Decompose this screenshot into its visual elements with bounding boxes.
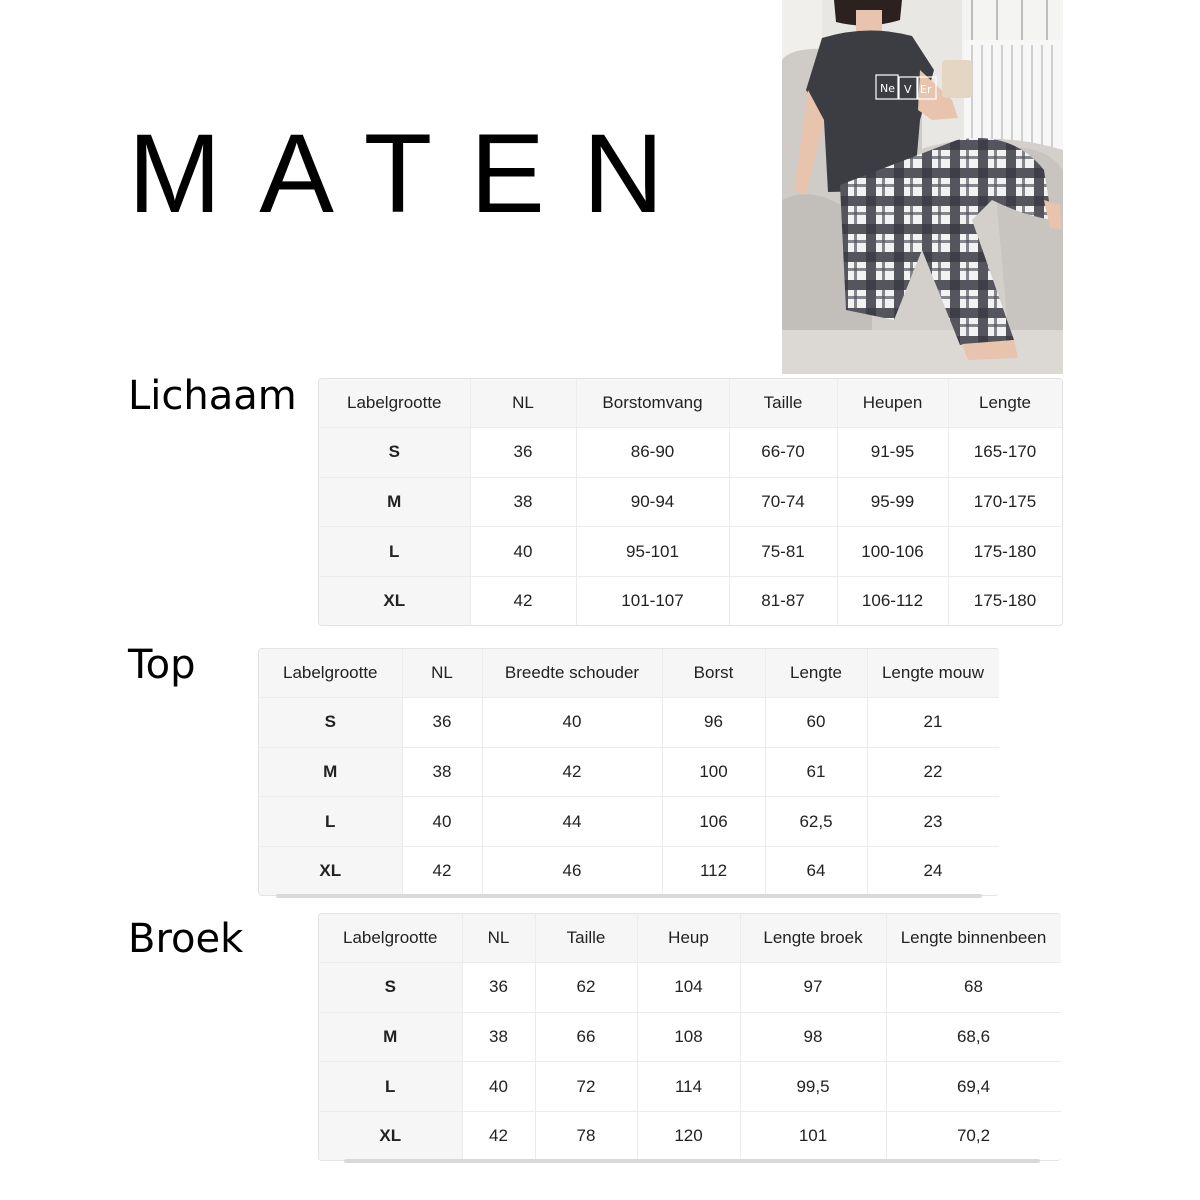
header-cell: Lengte: [765, 649, 867, 697]
header-cell: Heup: [637, 914, 740, 962]
table-row: [319, 1062, 1061, 1112]
table-row: [319, 577, 1062, 626]
header-cell: Lengte broek: [740, 914, 886, 962]
table-cell: 22: [867, 747, 999, 797]
size-cell: L: [319, 527, 470, 577]
table-cell: 100-106: [837, 527, 948, 577]
table-cell: 120: [637, 1112, 740, 1161]
table-row: [259, 697, 999, 747]
header-cell: Lengte mouw: [867, 649, 999, 697]
table-cell: 106-112: [837, 577, 948, 626]
table-row: [259, 797, 999, 847]
table-cell: 112: [662, 847, 765, 896]
size-cell: M: [259, 747, 402, 797]
body-size-table: [318, 378, 1063, 626]
header-cell: Borstomvang: [576, 379, 729, 427]
table-cell: 114: [637, 1062, 740, 1112]
table-cell: 66-70: [729, 427, 837, 477]
table-cell: 24: [867, 847, 999, 896]
header-cell: NL: [470, 379, 576, 427]
table-cell: 101: [740, 1112, 886, 1161]
table-cell: 91-95: [837, 427, 948, 477]
print-v: V: [904, 83, 912, 96]
header-cell: Labelgrootte: [319, 914, 462, 962]
header-cell: Labelgrootte: [259, 649, 402, 697]
table-cell: 62,5: [765, 797, 867, 847]
header-cell: NL: [402, 649, 482, 697]
table-cell: 42: [482, 747, 662, 797]
table-cell: 108: [637, 1012, 740, 1062]
table-cell: 44: [482, 797, 662, 847]
table-cell: 101-107: [576, 577, 729, 626]
table-header-row: [319, 379, 1062, 427]
table-cell: 98: [740, 1012, 886, 1062]
page-title: MATEN: [128, 111, 702, 236]
table-cell: 40: [462, 1062, 535, 1112]
section-label-top: Top: [128, 642, 196, 688]
table-cell: 175-180: [948, 577, 1062, 626]
table-cell: 96: [662, 697, 765, 747]
table-cell: 81-87: [729, 577, 837, 626]
table-cell: 42: [462, 1112, 535, 1161]
header-cell: NL: [462, 914, 535, 962]
product-photo: [782, 0, 1063, 374]
size-cell: M: [319, 477, 470, 527]
top-size-table: [258, 648, 999, 896]
section-label-body: Lichaam: [128, 373, 297, 419]
section-label-pants: Broek: [128, 916, 244, 962]
table-cell: 62: [535, 962, 637, 1012]
table-cell: 40: [470, 527, 576, 577]
table-cell: 38: [402, 747, 482, 797]
table-cell: 175-180: [948, 527, 1062, 577]
header-cell: Labelgrootte: [319, 379, 470, 427]
table-cell: 64: [765, 847, 867, 896]
table-header-row: [259, 649, 999, 697]
table-row: [319, 962, 1061, 1012]
size-cell: S: [319, 962, 462, 1012]
table-row: [319, 427, 1062, 477]
print-er: Er: [920, 83, 932, 96]
header-cell: Breedte schouder: [482, 649, 662, 697]
table-cell: 170-175: [948, 477, 1062, 527]
size-cell: XL: [319, 577, 470, 626]
pants-table-scrollbar[interactable]: [344, 1159, 1040, 1163]
table-row: [319, 1112, 1061, 1161]
table-cell: 66: [535, 1012, 637, 1062]
table-cell: 61: [765, 747, 867, 797]
table-cell: 100: [662, 747, 765, 797]
table-row: [319, 1012, 1061, 1062]
size-cell: XL: [259, 847, 402, 896]
table-cell: 21: [867, 697, 999, 747]
table-cell: 75-81: [729, 527, 837, 577]
size-cell: S: [319, 427, 470, 477]
table-cell: 70-74: [729, 477, 837, 527]
table-cell: 95-101: [576, 527, 729, 577]
table-cell: 42: [470, 577, 576, 626]
table-cell: 40: [402, 797, 482, 847]
table-cell: 23: [867, 797, 999, 847]
table-row: [319, 527, 1062, 577]
table-cell: 68,6: [886, 1012, 1061, 1062]
header-cell: Taille: [729, 379, 837, 427]
table-row: [259, 847, 999, 896]
table-cell: 99,5: [740, 1062, 886, 1112]
table-cell: 90-94: [576, 477, 729, 527]
table-cell: 72: [535, 1062, 637, 1112]
size-cell: L: [259, 797, 402, 847]
table-cell: 165-170: [948, 427, 1062, 477]
table-cell: 38: [462, 1012, 535, 1062]
size-cell: M: [319, 1012, 462, 1062]
print-ne: Ne: [880, 82, 895, 95]
table-header-row: [319, 914, 1061, 962]
header-cell: Lengte: [948, 379, 1062, 427]
table-cell: 40: [482, 697, 662, 747]
top-table-scrollbar[interactable]: [276, 894, 982, 898]
table-cell: 78: [535, 1112, 637, 1161]
table-cell: 38: [470, 477, 576, 527]
size-cell: L: [319, 1062, 462, 1112]
header-cell: Taille: [535, 914, 637, 962]
table-cell: 86-90: [576, 427, 729, 477]
size-cell: S: [259, 697, 402, 747]
table-cell: 95-99: [837, 477, 948, 527]
table-cell: 104: [637, 962, 740, 1012]
table-cell: 106: [662, 797, 765, 847]
header-cell: Borst: [662, 649, 765, 697]
header-cell: Heupen: [837, 379, 948, 427]
table-cell: 69,4: [886, 1062, 1061, 1112]
table-cell: 60: [765, 697, 867, 747]
table-cell: 68: [886, 962, 1061, 1012]
table-cell: 46: [482, 847, 662, 896]
pants-size-table: [318, 913, 1061, 1161]
table-cell: 97: [740, 962, 886, 1012]
size-cell: XL: [319, 1112, 462, 1161]
table-row: [319, 477, 1062, 527]
table-cell: 42: [402, 847, 482, 896]
header-cell: Lengte binnenbeen: [886, 914, 1061, 962]
table-cell: 36: [470, 427, 576, 477]
table-cell: 36: [402, 697, 482, 747]
table-cell: 70,2: [886, 1112, 1061, 1161]
table-cell: 36: [462, 962, 535, 1012]
table-row: [259, 747, 999, 797]
